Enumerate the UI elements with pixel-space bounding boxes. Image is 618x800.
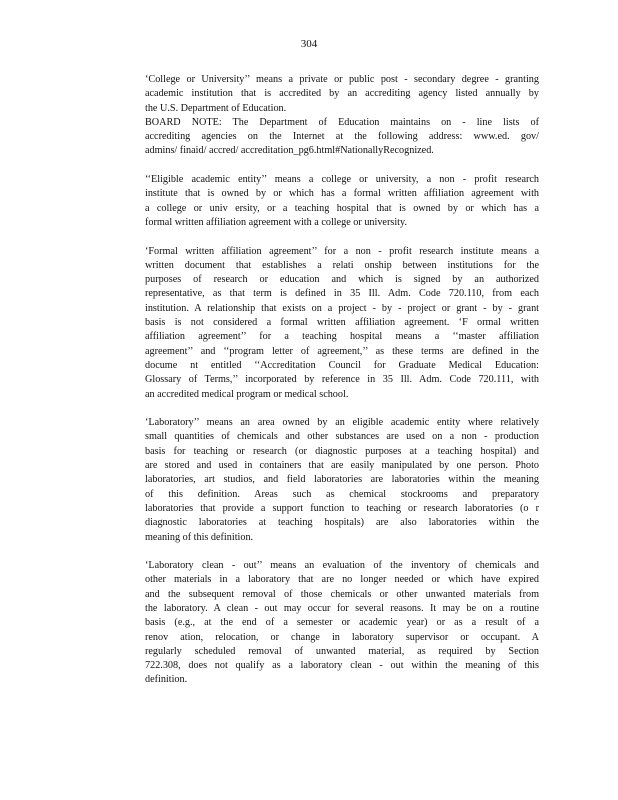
- text-line: small quantities of chemicals and other substances are used on a non - production: [145, 431, 539, 443]
- definition-eligible-academic-entity: [145, 173, 539, 230]
- text-line: ‘College or University’’ means a private or public post - secondary degree - granting: [145, 74, 539, 85]
- text-line: a college or univ ersity, or a teaching hospital that is owned by or which has a: [145, 202, 539, 214]
- text-line: basis is not considered a formal written affiliation agreement. ‘F ormal written: [145, 317, 539, 329]
- page-number: 304: [300, 38, 318, 50]
- text-line: laboratories, art studios, and field laboratories are laboratories within the meaning: [145, 474, 539, 486]
- text-line: ‘‘Eligible academic entity’’ means a college or university, a non - profit research: [145, 174, 539, 186]
- text-line: basis (e.g., at the end of a semester or academic year) or as a result of a: [145, 617, 539, 629]
- text-line: regularly scheduled removal of unwanted material, as required by Section: [145, 645, 539, 657]
- text-line: ‘Laboratory clean - out’’ means an evaluation of the inventory of chemicals and: [145, 560, 539, 572]
- text-line: agreement’’ and ‘‘program letter of agreement,’’ as these terms are defined in the: [145, 345, 539, 357]
- text-line: ‘Formal written affiliation agreement’’ for a non - profit research institute means a: [145, 245, 539, 257]
- definition-laboratory-clean-out: [145, 559, 539, 688]
- text-line: 722.308, does not qualify as a laboratory clean - out within the meaning of this: [145, 660, 539, 672]
- text-line: other materials in a laboratory that are no longer needed or which have expired: [145, 574, 539, 586]
- text-line: the U.S. Department of Education.: [145, 102, 287, 114]
- definition-college-or-university: [145, 73, 539, 159]
- text-line: meaning of this definition.: [145, 531, 254, 543]
- text-line: of this definition. Areas such as chemical stockrooms and preparatory: [145, 488, 539, 500]
- text-line: ‘Laboratory’’ means an area owned by an eligible academic entity where relatively: [145, 417, 539, 429]
- text-line: the laboratory. A clean - out may occur for several reasons. It may be on a routine: [145, 602, 539, 614]
- text-line: formal written affiliation agreement with a college or university.: [145, 216, 407, 228]
- board-note-url-line: admins/ finaid/ accred/ accreditation_pg6.html#NationallyRecognized.: [145, 145, 434, 157]
- text-line: academic institution that is accredited by an accrediting agency listed annually by: [145, 88, 539, 100]
- text-line: definition.: [145, 674, 188, 686]
- text-line: docume nt entitled ‘‘Accreditation Council for Graduate Medical Education:: [145, 359, 539, 371]
- text-line: and the subsequent removal of those chemicals or other unwanted materials from: [145, 588, 539, 600]
- text-line: diagnostic laboratories at teaching hospitals) are also laboratories within the: [145, 517, 539, 529]
- definition-laboratory: [145, 416, 539, 545]
- definition-formal-written-affiliation-agreement: [145, 245, 539, 402]
- text-line: purposes of research or education and which is signed by an authorized: [145, 274, 539, 286]
- text-line: written document that establishes a relati onship between institutions for the: [145, 259, 539, 271]
- text-line: are stored and used in containers that are easily manipulated by one person. Photo: [145, 460, 539, 472]
- text-line: representative, as that term is defined in 35 Ill. Adm. Code 720.110, from each: [145, 288, 539, 300]
- text-line: laboratories that provide a support function to teaching or research laboratories (o r: [145, 502, 539, 514]
- board-note-line: accrediting agencies on the Internet at the following address: www.ed. gov/: [145, 131, 539, 143]
- text-line: institution. A relationship that exists on a project - by - project or grant - by - grant: [145, 302, 539, 314]
- text-line: basis for teaching or research (or diagnostic purposes at a teaching hospital) and: [145, 445, 539, 457]
- text-line: an accredited medical program or medical school.: [145, 388, 349, 400]
- text-line: Glossary of Terms,’’ incorporated by reference in 35 Ill. Adm. Code 720.111, with: [145, 374, 539, 386]
- text-line: affiliation agreement’’ for a teaching hospital means a ‘‘master affiliation: [145, 331, 539, 343]
- text-line: institute that is owned by or which has a formal written affiliation agreement with: [145, 188, 539, 200]
- board-note-line: BOARD NOTE: The Department of Education maintains on - line lists of: [145, 116, 539, 128]
- text-line: renov ation, relocation, or change in laboratory supervisor or occupant. A: [145, 631, 539, 643]
- document-body: [145, 73, 539, 702]
